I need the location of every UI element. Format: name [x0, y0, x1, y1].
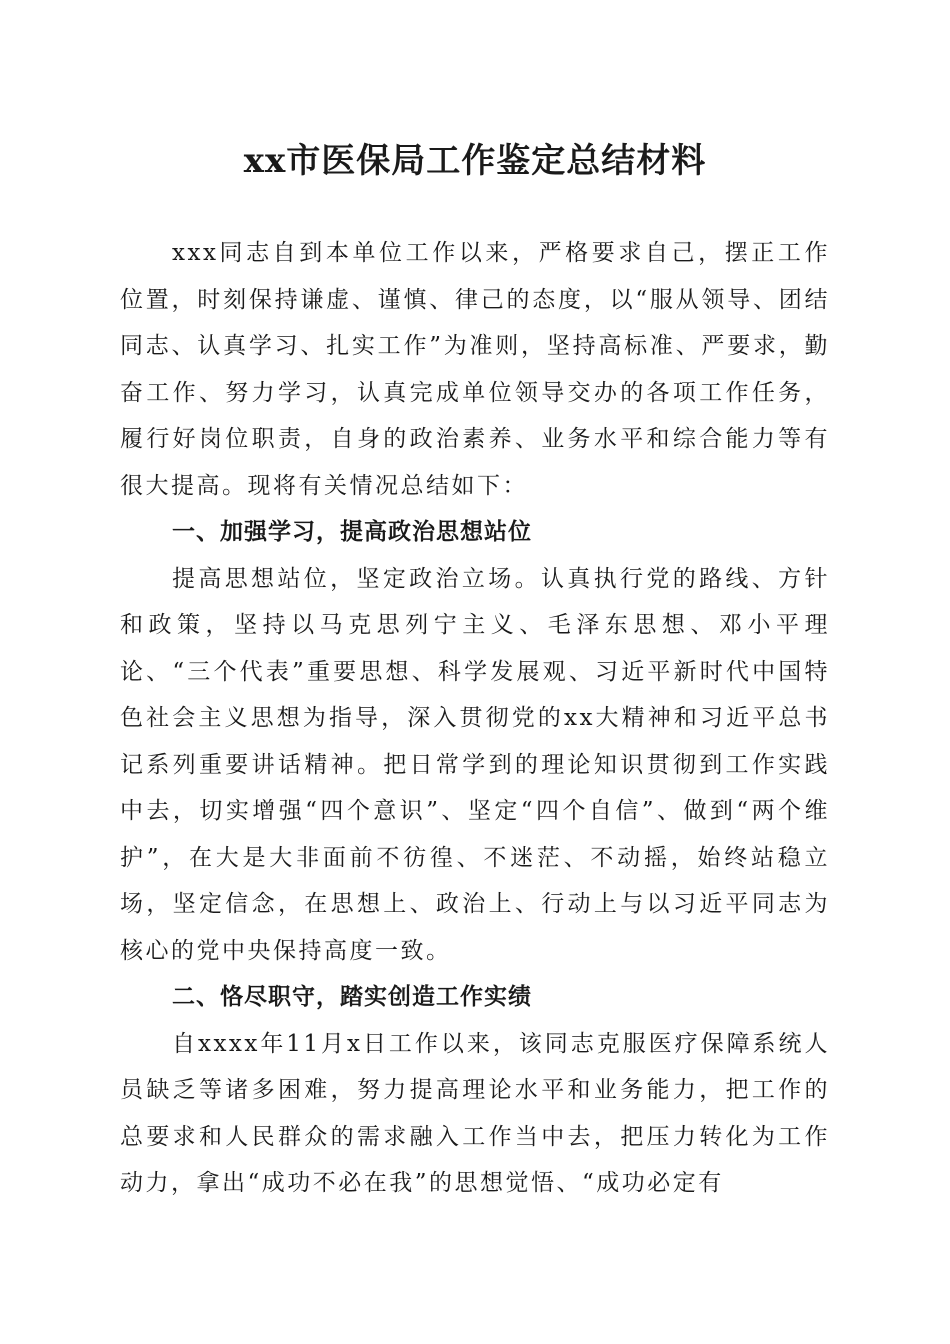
section-2-heading: 二、恪尽职守，踏实创造工作实绩 [172, 984, 532, 1010]
section-1-paragraph: 提高思想站位，坚定政治立场。认真执行党的路线、方针和政策，坚持以马克思列宁主义、毛泽东思想、邓小平理论、“三个代表”重要思想、科学发展观、习近平新时代中国特色社会主义思想为指导，深入贯彻党的xx大精神和习近平总书记系列重要讲话精神。把日常学到的理论知识贯彻到工作实践中去，切实增强“四个意识”、坚定“四个自信”、做到“两个维护”，在大是大非面前不彷徨、不迷茫、不动摇，始终站稳立场，坚定信念，在思想上、政治上、行动上与以习近平同志为核心的党中央保持高度一致。 [120, 565, 830, 964]
document-title: xx市医保局工作鉴定总结材料 [243, 141, 707, 181]
document-body [120, 230, 830, 1207]
section-1-heading: 一、加强学习，提高政治思想站位 [172, 519, 532, 545]
section-2-paragraph: 自xxxx年11月x日工作以来，该同志克服医疗保障系统人员缺乏等诸多困难，努力提高理论水平和业务能力，把工作的总要求和人民群众的需求融入工作当中去，把压力转化为工作动力，拿出“成功不必在我”的思想觉悟、“成功必定有 [120, 1030, 830, 1196]
intro-paragraph: xxx同志自到本单位工作以来，严格要求自己，摆正工作位置，时刻保持谦虚、谨慎、律己的态度，以“服从领导、团结同志、认真学习、扎实工作”为准则，坚持高标准、严要求，勤奋工作、努力学习，认真完成单位领导交办的各项工作任务，履行好岗位职责，自身的政治素养、业务水平和综合能力等有很大提高。现将有关情况总结如下： [120, 240, 830, 499]
